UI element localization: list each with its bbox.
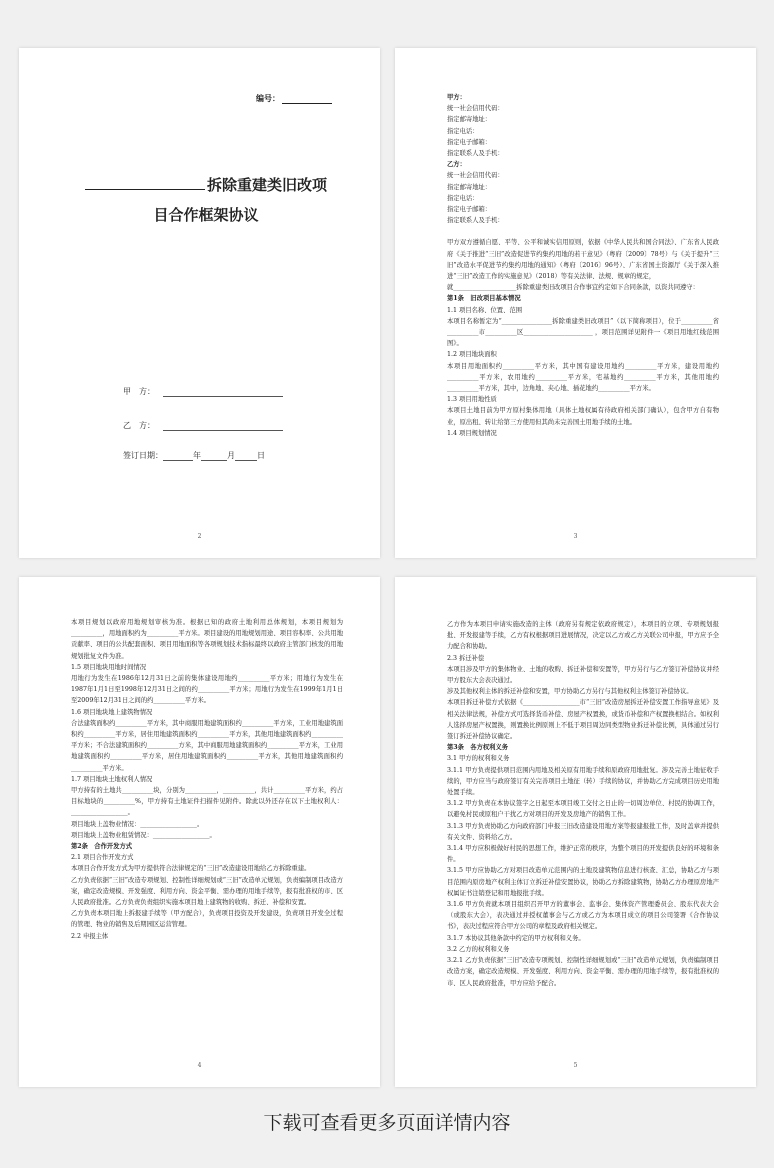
paragraph: 项目地块上盖物业情况：__________________。 [71, 820, 204, 828]
paragraph: 本项目合作开发方式为甲方提供符合法律规定的“三旧”改造建设用地给乙方拆除重建。 [71, 865, 311, 873]
section-heading: 乙方： [447, 161, 466, 169]
paragraph: 本项目用地面积约__________平方米，其中国有建设用地约__________平方米，建设用地约__________平方米，农用地约__________平方米，宅基地约__________平方米，其他用地约__________平方米，其中，边角地、夹心地、插花地约__________平方米。 [447, 362, 719, 393]
party-b-signature [123, 420, 283, 431]
paragraph: 指定邮寄地址： [447, 116, 492, 124]
paragraph: 3.1 甲方的权利和义务 [447, 755, 510, 763]
page-number: 5 [573, 1062, 578, 1069]
party-b-line [163, 430, 283, 431]
title-line-1: 拆除重建类旧改项 [206, 176, 327, 194]
paragraph: 本项目涉及甲方的集体物业、土地的收购、拆迁补偿和安置等，甲方另行与乙方签订补偿协议并经甲方股东大会表决通过。 [447, 665, 719, 685]
paragraph: 涉及其他权利主体的拆迁补偿和安置，甲方协助乙方另行与其他权利主体签订补偿协议。 [447, 688, 693, 696]
paragraph: 3.2 乙方的权利和义务 [447, 945, 510, 953]
paragraph: 1.7 项目地块土地权利人情况 [71, 775, 153, 783]
paragraph: 统一社会信用代码： [447, 172, 504, 180]
page-body [447, 92, 719, 439]
page-number: 4 [197, 1062, 202, 1069]
section-heading: 第3条 各方权利义务 [447, 744, 509, 752]
paragraph: 项目地块上盖物业租赁情况：__________________。 [71, 831, 216, 839]
day-label: 日 [257, 451, 265, 460]
year-label: 年 [193, 451, 201, 460]
paragraph: 1.6 项目地块地上建筑物情况 [71, 708, 153, 716]
document-page-4 [19, 577, 380, 1087]
paragraph: 1.2 项目地块面积 [447, 351, 497, 359]
sign-date [123, 450, 265, 461]
code-label: 编号： [256, 93, 280, 103]
year-blank [163, 460, 193, 461]
page-number: 3 [573, 533, 578, 540]
paragraph: 指定电子邮箱： [447, 206, 492, 214]
document-page-5 [395, 577, 756, 1087]
section-heading: 第2条 合作开发方式 [71, 843, 133, 851]
paragraph: 用地行为发生在1986年12月31日之前的集体建设用地约__________平方米；用地行为发生在1987年1月1日至1998年12月31日之间的约__________平方米；用地行为发生在1999年1月1日至2009年12月31日之间的约__________平方米。 [71, 675, 343, 705]
paragraph: 指定联系人及手机： [447, 150, 504, 158]
paragraph: 1.3 项目用地性质 [447, 396, 497, 404]
paragraph: 就____________________拆除重建类旧改项目合作事宜约定如下合同条款，以资共同遵守： [447, 284, 699, 292]
title-blank [85, 189, 205, 190]
section-heading: 第1条 旧改项目基本情况 [447, 295, 521, 303]
month-label: 月 [227, 451, 235, 460]
paragraph: 2.2 申报主体 [71, 932, 109, 940]
paragraph: 本项目拆迁补偿方式依据《__________________市“三旧”改造房屋拆迁补偿安置工作指导意见》及相关法律法规，补偿方式可选择货币补偿、房屋产权置换，或货币补偿和产权置换相结合。如权利人选择房屋产权置换，则置换比例原则上不低于项目周边同类型物业拆迁补偿比例，具体通过另行签订拆迁补偿协议确定。 [447, 699, 719, 741]
party-a-signature [123, 386, 283, 397]
paragraph: 3.1.2 甲方负责在本协议签字之日起至本项目竣工交付之日止的一切周边单位、村民的协调工作，以避免村民或原租户干扰乙方对项目的开发及房地产的销售工作。 [447, 800, 719, 819]
document-page-cover [19, 48, 380, 558]
paragraph: 乙方作为本项目申请实施改造的主体（政府另有规定依政府规定），本项目的立项、专项规划报批、开发报建等手续，乙方有权根据项目进展情况，决定以乙方或乙方关联公司申报，甲方应予全力配合和协助。 [447, 621, 719, 651]
paragraph-gap [447, 226, 719, 237]
paragraph: 合法建筑面积约__________平方米，其中商服用地建筑面积约__________平方米，工业用地建筑面积约__________平方米，居住用地建筑面积约__________平方米，其他用地建筑面积约__________平方米；不合法建筑面积约__________方米，其中商服用地建筑面积约__________平方米，工业用地建筑面积约__________平方米，居住用地建筑面积约__________平方米，其他用地建筑面积约__________平方米。 [71, 719, 343, 772]
paragraph: 2.3 拆迁补偿 [447, 654, 485, 662]
month-blank [201, 460, 227, 461]
paragraph: 甲方持有的土地共__________块，分别为__________，__________，共计__________平方米，约占目标地块的__________%，甲方持有土地证件扫描件见附件。除此以外还存在以下土地权利人：__________________。 [71, 787, 343, 817]
paragraph: 指定电话： [447, 127, 479, 135]
page-body [71, 617, 343, 942]
paragraph: 本项目规划以政府用地规划审核为准。根据已知的政府土地利用总体规划，本项目规划为__________，用地面积约为__________平方米。项目建设的用地规划用途、项目容积率、公共用地贡献率、项目的公共配套面积、项目用地面积等各项规划技术指标最终以政府主管部门核发的用地规划批复文件为准。 [71, 619, 343, 660]
paragraph: 3.1.5 甲方应协助乙方对项目改造单元范围内的土地及建筑物信息进行核查、汇总，协助乙方与项目范围内原房地产权利主体订立拆迁补偿安置协议，协助乙方拆除建筑物，协助乙方办理原房地产权属证书注销登记和用地报批手续。 [447, 867, 719, 897]
paragraph: 乙方负责依据“三旧”改造专项规划、控制性详细规划或“三旧”改造单元规划，负责编制项目改造方案，确定改造规模、开发强度、利用方向、资金平衡、需办理的用地手续等，报有批准权的市、区人民政府批准。乙方负责负责组织实施本项目地上建筑物的收购、拆迁、补偿和安置。 [71, 876, 343, 907]
paragraph: 3.1.7 本协议其他条款中约定的甲方权利和义务。 [447, 934, 585, 942]
paragraph: 本项目土地目前为甲方原村集体用地（具体土地权属有待政府相关部门确认），包含甲方自有物业，原出租、转让给第三方使用但其尚未完善国土用地手续的土地。 [447, 407, 719, 426]
document-page-3 [395, 48, 756, 558]
party-a-label: 甲 方： [123, 387, 155, 396]
paragraph: 本项目名称暂定为“________________拆除重建类旧改项目”（以下简称项目），位于__________省__________市__________区______________________ ，项目范围详见附件一《项目用地红线范围图》。 [447, 317, 719, 348]
paragraph: 乙方负责本项目地上拆报建手续等（甲方配合），负责项目投资及开发建设，负责项目开发全过程的管理、物业的销售及后期园区运营管理。 [71, 910, 343, 929]
paragraph: 3.2.1 乙方负责依据“三旧”改造专项规划、控制性详细规划或“三旧”改造单元规划，负责编制项目改造方案，确定改造规模、开发强度、利用方向、资金平衡、需办理的用地手续等，报有批准权的市、区人民政府批准，甲方应给予配合。 [447, 957, 719, 987]
paragraph: 指定电话： [447, 194, 479, 202]
day-blank [235, 460, 257, 461]
paragraph: 3.1.6 甲方负责就本项目组织召开甲方的董事会、监事会、集体资产管理委员会、股东代表大会（或股东大会），表决通过并授权董事会与乙方或乙方为本项目成立的项目公司签署《合作协议书》，表决过程应符合甲方公司的章程及政府相关规定。 [447, 901, 719, 931]
page-number: 2 [197, 533, 202, 540]
paragraph: 3.1.3 甲方负责协助乙方向政府部门申报三旧改造建设用地方案等报建报批工作，及时盖章并提供有关文件、资料给乙方。 [447, 822, 719, 841]
paragraph: 1.5 项目地块用地时间情况 [71, 663, 146, 671]
paragraph: 1.1 项目名称、位置、范围 [447, 306, 522, 314]
section-heading: 甲方： [447, 94, 466, 101]
document-title [71, 170, 341, 230]
download-caption: 下载可查看更多页面详情内容 [263, 1112, 511, 1134]
document-code [256, 93, 332, 104]
title-line-2: 目合作框架协议 [153, 206, 259, 224]
party-b-label: 乙 方： [123, 421, 155, 430]
page-body [447, 619, 719, 989]
party-a-line [163, 396, 283, 397]
paragraph: 统一社会信用代码： [447, 105, 504, 113]
paragraph: 指定联系人及手机： [447, 217, 504, 225]
paragraph: 2.1 项目合作开发方式 [71, 854, 134, 862]
paragraph: 指定电子邮箱： [447, 138, 492, 146]
paragraph: 1.4 项目规划情况 [447, 429, 497, 437]
paragraph: 3.1.1 甲方负责提供项目范围内用地及相关原有用地手续和原政府用地批复。涉及完善土地征收手续的，甲方应当与政府签订有关完善项目土地征（转）手续的协议，并协助乙方完成项目历史用地处置手续。 [447, 766, 719, 797]
paragraph: 甲方双方遵循自愿、平等、公平和诚实信用原则，依据《中华人民共和国合同法》、广东省人民政府《关于推进“三旧”改造促进节约集约用地的若干意见》（粤府〔2009〕78号）与《关于提升“三旧”改造水平促进节约集约用地的通知》（粤府〔2016〕96号）、广东省国土资源厅《关于深入推进“三旧”改造工作的实施意见》（2018）等有关法律、法规、规章的规定， [447, 239, 719, 281]
paragraph: 3.1.4 甲方应积极做好村民的思想工作，维护正常的秩序，为整个项目的开发提供良好的环境和条件。 [447, 845, 719, 864]
code-blank [282, 103, 332, 104]
paragraph: 指定邮寄地址： [447, 183, 492, 191]
sign-date-label: 签订日期： [123, 451, 163, 460]
